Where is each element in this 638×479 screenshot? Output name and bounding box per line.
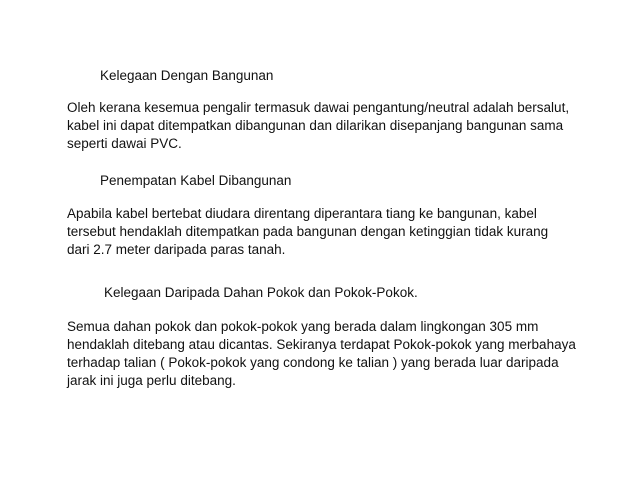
- paragraph-line: dari 2.7 meter daripada paras tanah.: [67, 242, 286, 257]
- paragraph-line: Semua dahan pokok dan pokok-pokok yang berada dalam lingkongan 305 mm: [67, 319, 539, 334]
- paragraph-line: Apabila kabel bertebat diudara direntang diperantara tiang ke bangunan, kabel: [67, 206, 537, 221]
- section-heading-penempatan-kabel: Penempatan Kabel Dibangunan: [100, 173, 292, 188]
- section-heading-kelegaan-bangunan: Kelegaan Dengan Bangunan: [100, 68, 274, 83]
- paragraph-penempatan-kabel: [67, 205, 548, 259]
- paragraph-line: tersebut hendaklah ditempatkan pada bangunan dengan ketinggian tidak kurang: [67, 224, 549, 239]
- paragraph-kelegaan-bangunan: [67, 99, 569, 153]
- paragraph-line: hendaklah ditebang atau dicantas. Sekiranya terdapat Pokok-pokok yang merbahaya: [67, 337, 576, 352]
- paragraph-line: Oleh kerana kesemua pengalir termasuk dawai pengantung/neutral adalah bersalut,: [67, 100, 570, 115]
- paragraph-line: seperti dawai PVC.: [67, 136, 182, 151]
- paragraph-line: kabel ini dapat ditempatkan dibangunan dan dilarikan disepanjang bangunan sama: [67, 118, 564, 133]
- section-heading-kelegaan-pokok: Kelegaan Daripada Dahan Pokok dan Pokok-Pokok.: [104, 285, 418, 300]
- paragraph-kelegaan-pokok: [67, 318, 576, 390]
- paragraph-line: terhadap talian ( Pokok-pokok yang condong ke talian ) yang berada luar daripada: [67, 355, 559, 370]
- paragraph-line: jarak ini juga perlu ditebang.: [67, 373, 236, 388]
